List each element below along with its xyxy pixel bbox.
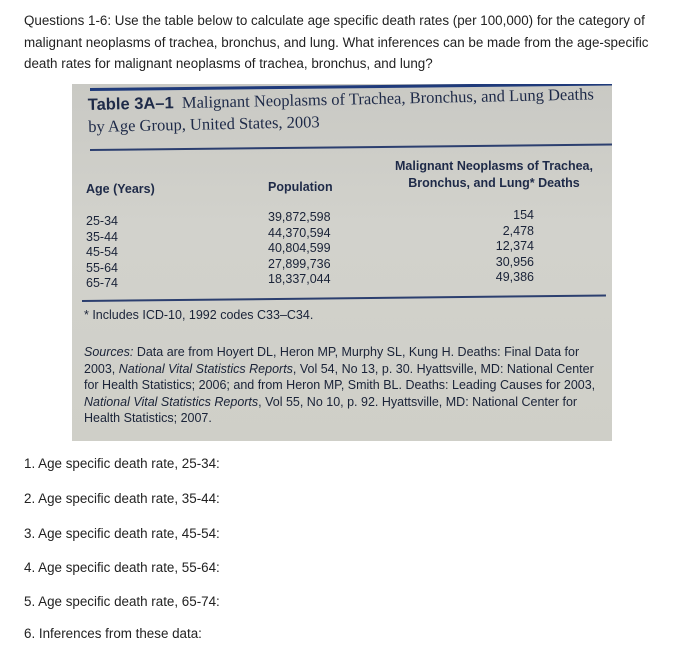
intro-paragraph: Questions 1-6: Use the table below to calculate age specific death rates (per 100,000) for the category of malignant neoplasms of trachea, bronchus, and lung. What inferences can be made from the age-specific death rates for malignant neoplasms of trachea, bronchus, and lung? xyxy=(24,13,649,71)
sources-text-2: , Vol 54, No 13, p. 30. Hyattsville, MD: National Center for Health Statistics; 2006; and from Heron MP, Smith BL. Deaths: Leading Causes for 2003, xyxy=(84,361,596,392)
table-cell-deaths: 30,956 xyxy=(495,254,534,269)
table-cell-population: 44,370,594 xyxy=(268,225,331,240)
population-column xyxy=(268,210,331,288)
table-cell-deaths: 12,374 xyxy=(495,239,534,253)
table-photo xyxy=(72,84,612,441)
question-item-3: 3. Age specific death rate, 45-54: xyxy=(24,526,220,541)
table-cell-deaths: 49,386 xyxy=(495,270,534,284)
question-item-5: 5. Age specific death rate, 65-74: xyxy=(24,594,220,609)
sources-text-1: Data are from Hoyert DL, Heron MP, Murphy SL, Kung H. Deaths: Final Data for 2003, xyxy=(84,345,580,376)
header-deaths-line1: Malignant Neoplasms of Trachea, xyxy=(395,159,593,173)
table-cell-deaths: 154 xyxy=(513,208,534,222)
question-item-4: 4. Age specific death rate, 55-64: xyxy=(24,560,220,575)
sources-journal-2: National Vital Statistics Reports xyxy=(84,394,259,409)
deaths-column xyxy=(472,208,534,286)
table-cell-population: 40,804,599 xyxy=(268,241,331,255)
table-header-rule xyxy=(90,144,612,151)
table-cell-age: 35-44 xyxy=(86,229,118,244)
header-population: Population xyxy=(268,180,333,194)
question-item-6: 6. Inferences from these data: xyxy=(24,626,202,641)
table-sources xyxy=(84,344,604,427)
table-cell-age: 25-34 xyxy=(86,214,118,228)
table-cell-age: 65-74 xyxy=(86,276,118,290)
question-item-2: 2. Age specific death rate, 35-44: xyxy=(24,491,220,506)
table-cell-age: 45-54 xyxy=(86,245,118,259)
age-column xyxy=(86,214,118,292)
sources-label: Sources: xyxy=(84,345,134,359)
question-item-1: 1. Age specific death rate, 25-34: xyxy=(24,456,220,471)
table-bottom-rule xyxy=(82,295,606,302)
header-deaths-line2: Bronchus, and Lung* Deaths xyxy=(408,176,580,190)
table-cell-population: 18,337,044 xyxy=(268,272,331,286)
table-footnote: * Includes ICD-10, 1992 codes C33–C34. xyxy=(84,308,314,322)
table-cell-population: 39,872,598 xyxy=(268,210,331,224)
table-title xyxy=(88,84,609,137)
table-title-text: Malignant Neoplasms of Trachea, Bronchus, and Lung Deaths by Age Group, United States, 2003 xyxy=(88,84,594,136)
header-age: Age (Years) xyxy=(86,182,155,196)
table-cell-population: 27,899,736 xyxy=(268,256,331,271)
header-deaths xyxy=(384,158,604,192)
sources-text-3: , Vol 55, No 10, p. 92. Hyattsville, MD: National Center for Health Statistics; 2007. xyxy=(84,394,578,425)
table-number: Table 3A–1 xyxy=(87,94,174,115)
table-cell-deaths: 2,478 xyxy=(502,223,534,238)
table-cell-age: 55-64 xyxy=(86,260,118,275)
sources-journal-1: National Vital Statistics Reports xyxy=(118,361,293,376)
